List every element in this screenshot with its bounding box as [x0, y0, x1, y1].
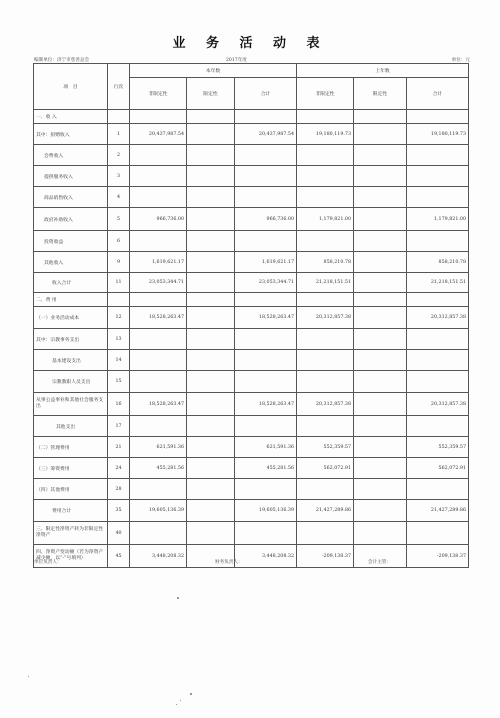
cell-restricted-current — [187, 307, 235, 329]
cell-total-previous: 562,072.91 — [407, 458, 469, 479]
header-unrestricted-previous: 非限定性 — [297, 78, 354, 110]
cell-restricted-current — [187, 208, 235, 231]
cell-restricted-previous — [354, 416, 407, 437]
cell-restricted-previous — [354, 500, 407, 522]
cell-total-previous — [407, 479, 469, 500]
cell-total-current — [235, 479, 297, 500]
row-line — [108, 110, 130, 124]
cell-unrestricted-current — [130, 187, 187, 208]
cell-restricted-previous — [354, 252, 407, 273]
cell-total-current — [235, 166, 297, 187]
preparing-unit: 编制单位：济宁市慈善总会 — [34, 58, 90, 63]
cell-unrestricted-current: 20,437,987.54 — [130, 124, 187, 145]
cell-unrestricted-previous — [297, 479, 354, 500]
cell-unrestricted-current — [130, 166, 187, 187]
cell-unrestricted-previous: 20,312,857.38 — [297, 307, 354, 329]
cell-restricted-current — [187, 416, 235, 437]
header-restricted-previous: 限定性 — [354, 78, 407, 110]
row-item: 基本建设支出 — [34, 350, 108, 371]
cell-restricted-previous — [354, 124, 407, 145]
row-item: （三）筹资费用 — [34, 458, 108, 479]
row-line: 17 — [108, 416, 130, 437]
cell-restricted-previous — [354, 458, 407, 479]
cell-restricted-current — [187, 293, 235, 307]
cell-unrestricted-previous: 552,359.57 — [297, 437, 354, 458]
cell-unrestricted-current: 455,281.56 — [130, 458, 187, 479]
row-item: 其中：捐赠收入 — [34, 124, 108, 145]
cell-total-current: 621,591.36 — [235, 437, 297, 458]
row-item: （一）业务活动成本 — [34, 307, 108, 329]
cell-unrestricted-previous — [297, 166, 354, 187]
cell-total-previous: -209,138.37 — [407, 545, 469, 568]
cell-unrestricted-previous: 19,180,119.73 — [297, 124, 354, 145]
cell-total-previous — [407, 371, 469, 393]
cell-unrestricted-previous — [297, 145, 354, 166]
cell-unrestricted-previous — [297, 371, 354, 393]
cell-total-current: 1,619,621.17 — [235, 252, 297, 273]
row-line: 40 — [108, 522, 130, 545]
row-line: 9 — [108, 252, 130, 273]
table-row — [34, 231, 469, 252]
row-line: 28 — [108, 479, 130, 500]
cell-restricted-previous — [354, 273, 407, 293]
cell-restricted-previous — [354, 187, 407, 208]
cell-restricted-previous — [354, 110, 407, 124]
header-total-current: 合计 — [235, 78, 297, 110]
cell-total-current — [235, 522, 297, 545]
cell-total-current: 23,053,344.71 — [235, 273, 297, 293]
cell-total-previous: 21,427,289.86 — [407, 500, 469, 522]
cell-unrestricted-previous — [297, 522, 354, 545]
cell-restricted-current — [187, 145, 235, 166]
table-row — [34, 208, 469, 231]
cell-restricted-current — [187, 166, 235, 187]
row-item: 宗教教职人员支出 — [34, 371, 108, 393]
cell-unrestricted-current — [130, 110, 187, 124]
header-item: 项 目 — [34, 64, 108, 110]
row-item: 其他收入 — [34, 252, 108, 273]
cell-restricted-previous — [354, 393, 407, 416]
row-item: 其中：宗教事务支出 — [34, 329, 108, 350]
cell-total-previous — [407, 145, 469, 166]
table-row — [34, 458, 469, 479]
table-row — [34, 124, 469, 145]
row-item: （二）管理费用 — [34, 437, 108, 458]
scan-speck — [190, 693, 192, 695]
cell-total-previous — [407, 187, 469, 208]
business-activity-table — [33, 63, 469, 568]
scan-speck — [180, 700, 181, 701]
cell-unrestricted-previous — [297, 187, 354, 208]
cell-unrestricted-current: 621,591.36 — [130, 437, 187, 458]
cell-total-current — [235, 329, 297, 350]
header-previous-year: 上年数 — [297, 64, 469, 78]
table-row — [34, 479, 469, 500]
cell-total-previous — [407, 166, 469, 187]
cell-unrestricted-current — [130, 416, 187, 437]
cell-unrestricted-current: 966,736.00 — [130, 208, 187, 231]
cell-total-current: 455,281.56 — [235, 458, 297, 479]
row-line: 1 — [108, 124, 130, 145]
cell-total-previous: 20,312,857.38 — [407, 393, 469, 416]
cell-unrestricted-current: 18,528,263.47 — [130, 393, 187, 416]
row-line: 12 — [108, 307, 130, 329]
table-row — [34, 187, 469, 208]
cell-total-current — [235, 371, 297, 393]
cell-restricted-current — [187, 393, 235, 416]
table-row — [34, 145, 469, 166]
cell-total-current: 20,437,987.54 — [235, 124, 297, 145]
cell-total-current: 19,605,136.39 — [235, 500, 297, 522]
table-row — [34, 371, 469, 393]
row-line: 24 — [108, 458, 130, 479]
cell-total-current — [235, 145, 297, 166]
cell-total-previous — [407, 522, 469, 545]
cell-unrestricted-current: 18,528,263.47 — [130, 307, 187, 329]
cell-total-current: 18,528,263.47 — [235, 307, 297, 329]
row-item: 一、收 入 — [34, 110, 108, 124]
cell-restricted-current — [187, 252, 235, 273]
cell-total-previous: 21,218,151.51 — [407, 273, 469, 293]
table-row — [34, 252, 469, 273]
cell-total-current — [235, 293, 297, 307]
table-row — [34, 329, 469, 350]
cell-restricted-current — [187, 458, 235, 479]
cell-unrestricted-previous — [297, 329, 354, 350]
row-item: 其他支出 — [34, 416, 108, 437]
scan-speck — [176, 704, 177, 705]
cell-total-current — [235, 110, 297, 124]
cell-unrestricted-current — [130, 371, 187, 393]
cell-unrestricted-previous — [297, 293, 354, 307]
cell-unrestricted-previous: -209,138.37 — [297, 545, 354, 568]
finance-head-signature: 财务负责人： — [215, 560, 243, 565]
cell-unrestricted-current — [130, 350, 187, 371]
row-item: 二、费 用 — [34, 293, 108, 307]
cell-unrestricted-current: 23,053,344.71 — [130, 273, 187, 293]
scan-speck — [177, 597, 179, 599]
cell-unrestricted-previous: 21,218,151.51 — [297, 273, 354, 293]
cell-total-previous: 1,179,821.00 — [407, 208, 469, 231]
cell-restricted-previous — [354, 522, 407, 545]
cell-unrestricted-previous — [297, 350, 354, 371]
header-group-row — [34, 64, 469, 78]
row-line: 16 — [108, 393, 130, 416]
cell-restricted-previous — [354, 145, 407, 166]
cell-restricted-previous — [354, 208, 407, 231]
row-item: （四）其他费用 — [34, 479, 108, 500]
cell-unrestricted-previous — [297, 110, 354, 124]
table-row — [34, 307, 469, 329]
row-line: 2 — [108, 145, 130, 166]
cell-restricted-current — [187, 187, 235, 208]
row-item: 从事公益事业和其他社会服务支出 — [34, 393, 108, 416]
row-item: 投资收益 — [34, 231, 108, 252]
row-item: 四、净资产变动额（若为净资产减少额，以“-”号填列） — [34, 545, 108, 568]
cell-unrestricted-current — [130, 145, 187, 166]
cell-unrestricted-previous: 858,210.78 — [297, 252, 354, 273]
cell-total-current — [235, 187, 297, 208]
cell-unrestricted-previous: 21,427,289.86 — [297, 500, 354, 522]
header-restricted-current: 限定性 — [187, 78, 235, 110]
row-item: 费用合计 — [34, 500, 108, 522]
cell-restricted-previous — [354, 231, 407, 252]
row-item: 收入合计 — [34, 273, 108, 293]
cell-restricted-current — [187, 479, 235, 500]
report-year: 2017年度 — [226, 58, 247, 63]
cell-total-current — [235, 416, 297, 437]
cell-unrestricted-previous — [297, 416, 354, 437]
cell-restricted-current — [187, 110, 235, 124]
cell-unrestricted-current — [130, 293, 187, 307]
cell-restricted-previous — [354, 166, 407, 187]
table-row — [34, 273, 469, 293]
table-row — [34, 522, 469, 545]
row-line: 4 — [108, 187, 130, 208]
cell-unrestricted-current — [130, 479, 187, 500]
row-line: 21 — [108, 437, 130, 458]
cell-restricted-previous — [354, 437, 407, 458]
cell-restricted-previous — [354, 307, 407, 329]
cell-restricted-current — [187, 371, 235, 393]
cell-total-previous — [407, 416, 469, 437]
row-line: 15 — [108, 371, 130, 393]
page-title: 业 务 活 动 表 — [172, 36, 328, 51]
cell-total-previous: 20,312,857.38 — [407, 307, 469, 329]
row-item: 商品销售收入 — [34, 187, 108, 208]
cell-total-previous — [407, 350, 469, 371]
table-row — [34, 350, 469, 371]
table-row — [34, 110, 469, 124]
row-item: 提供服务收入 — [34, 166, 108, 187]
row-item: 政府补助收入 — [34, 208, 108, 231]
cell-total-previous: 19,180,119.73 — [407, 124, 469, 145]
cell-total-current — [235, 350, 297, 371]
cell-total-current: 966,736.00 — [235, 208, 297, 231]
cell-total-current: 3,448,208.32 — [235, 545, 297, 568]
row-line: 11 — [108, 273, 130, 293]
cell-restricted-previous — [354, 371, 407, 393]
header-line-no: 行次 — [108, 64, 130, 110]
row-line: 14 — [108, 350, 130, 371]
cell-total-previous — [407, 110, 469, 124]
cell-total-current: 18,528,263.47 — [235, 393, 297, 416]
row-item: 会费收入 — [34, 145, 108, 166]
cell-restricted-previous — [354, 350, 407, 371]
cell-restricted-previous — [354, 329, 407, 350]
cell-restricted-current — [187, 350, 235, 371]
table-row — [34, 293, 469, 307]
cell-total-previous — [407, 231, 469, 252]
cell-restricted-previous — [354, 293, 407, 307]
header-current-year: 本年数 — [130, 64, 297, 78]
table-row — [34, 545, 469, 568]
cell-unrestricted-current: 19,605,136.39 — [130, 500, 187, 522]
accountant-signature: 会计主管： — [368, 560, 391, 565]
row-line: 6 — [108, 231, 130, 252]
table-row — [34, 500, 469, 522]
cell-unrestricted-previous — [297, 231, 354, 252]
cell-restricted-current — [187, 437, 235, 458]
table-row — [34, 437, 469, 458]
row-line — [108, 293, 130, 307]
cell-unrestricted-previous: 562,072.91 — [297, 458, 354, 479]
cell-total-previous: 858,210.78 — [407, 252, 469, 273]
cell-restricted-current — [187, 231, 235, 252]
cell-restricted-current — [187, 329, 235, 350]
header-unrestricted-current: 非限定性 — [130, 78, 187, 110]
row-line: 35 — [108, 500, 130, 522]
row-line: 45 — [108, 545, 130, 568]
cell-unrestricted-current — [130, 231, 187, 252]
cell-restricted-previous — [354, 479, 407, 500]
table-row — [34, 393, 469, 416]
cell-unrestricted-current: 1,619,621.17 — [130, 252, 187, 273]
cell-restricted-current — [187, 522, 235, 545]
cell-restricted-current — [187, 273, 235, 293]
cell-unrestricted-current — [130, 522, 187, 545]
table-row — [34, 416, 469, 437]
currency-unit: 单位：元 — [451, 58, 470, 63]
row-line: 13 — [108, 329, 130, 350]
scan-speck — [28, 676, 29, 677]
cell-restricted-current — [187, 124, 235, 145]
cell-unrestricted-current — [130, 329, 187, 350]
unit-head-signature: 单位负责人： — [34, 560, 62, 565]
cell-unrestricted-previous: 1,179,821.00 — [297, 208, 354, 231]
row-line: 3 — [108, 166, 130, 187]
cell-restricted-current — [187, 500, 235, 522]
row-line: 5 — [108, 208, 130, 231]
cell-unrestricted-previous: 20,312,857.38 — [297, 393, 354, 416]
cell-total-previous: 552,359.57 — [407, 437, 469, 458]
table-row — [34, 166, 469, 187]
cell-total-current — [235, 231, 297, 252]
row-item: 三、限定性净资产转为非限定性净资产 — [34, 522, 108, 545]
header-total-previous: 合计 — [407, 78, 469, 110]
cell-unrestricted-current: 3,448,208.32 — [130, 545, 187, 568]
cell-total-previous — [407, 329, 469, 350]
cell-total-previous — [407, 293, 469, 307]
